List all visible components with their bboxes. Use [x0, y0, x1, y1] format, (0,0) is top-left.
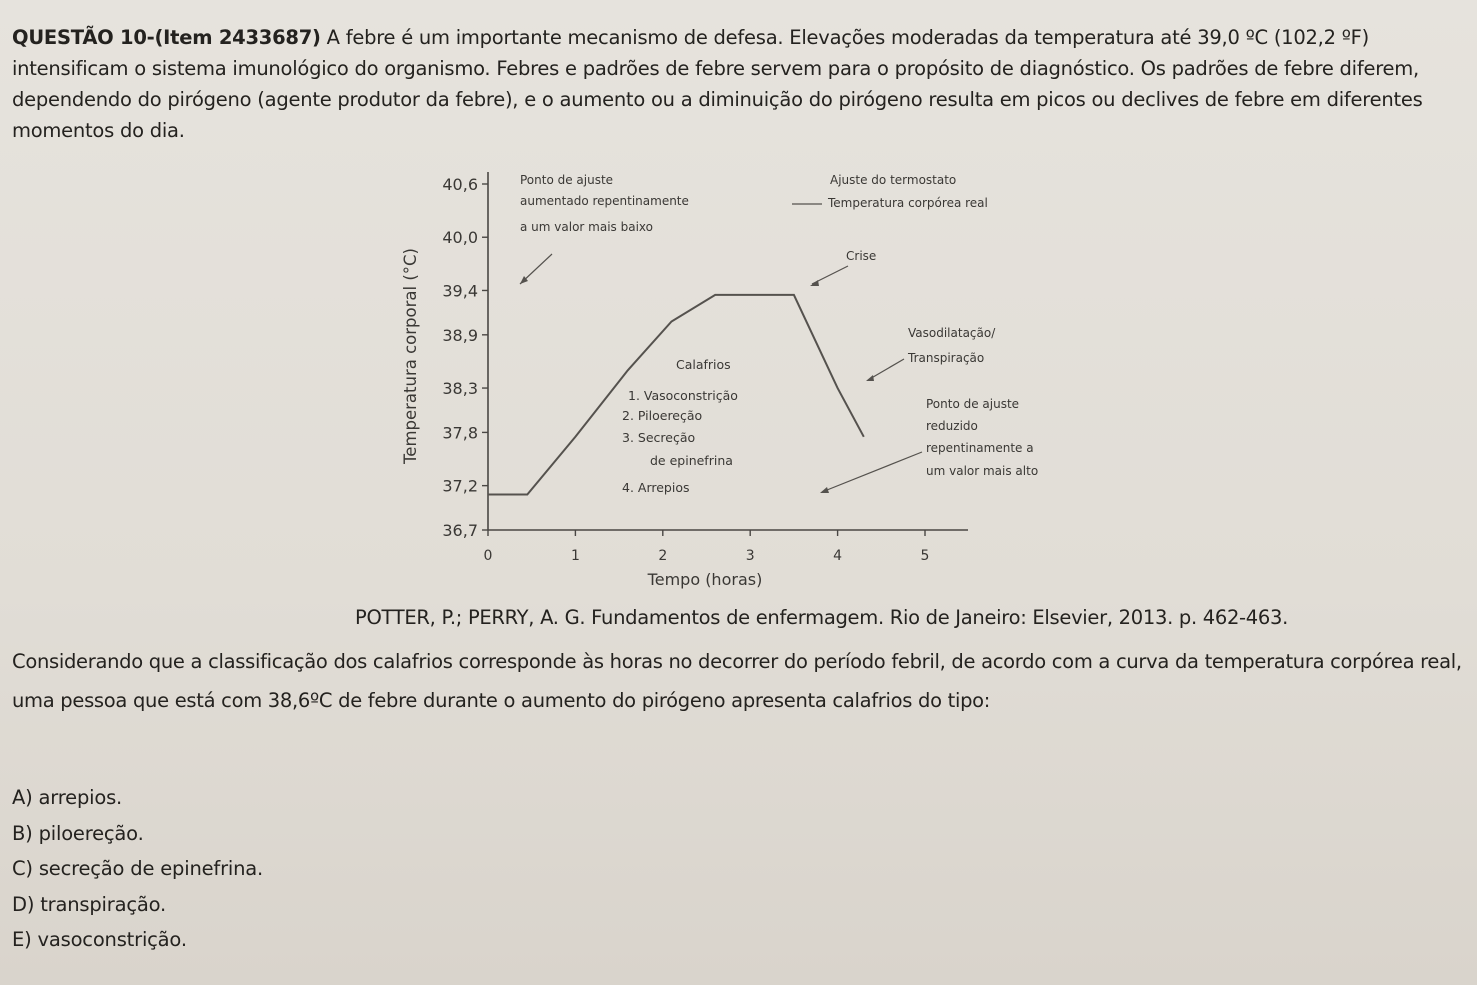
option-a[interactable]: A) arrepios. [12, 786, 123, 809]
y-tick-label: 37,8 [442, 423, 478, 443]
annotation-chills-item-1: 1. Vasoconstrição [628, 388, 738, 403]
question-text: A febre é um importante mecanismo de defesa. Elevações moderadas da temperatura até 39,0 ºC (102,2 ºF) intensificam o sistema imunológico do organismo. Febres e padrões de febre servem para o propósito de diagnóstico. Os padrões de febre diferem, dependendo do pirógeno (agente produtor da febre), e o aumento ou a diminuição do pirógeno resulta em picos ou declives de febre em diferentes momentos do dia. [12, 26, 1423, 142]
x-axis-label: Tempo (horas) [647, 570, 763, 589]
option-e[interactable]: E) vasoconstrição. [12, 928, 187, 951]
y-tick-label: 40,6 [442, 175, 478, 194]
arrow-vasodilation [868, 359, 904, 380]
arrowhead-crisis [810, 280, 819, 286]
annotation-set-point-down-2: reduzido [926, 419, 978, 433]
y-tick-label: 38,3 [442, 379, 478, 399]
annotation-thermostat-1: Ajuste do termostato [830, 173, 957, 187]
y-tick-label: 37,2 [442, 476, 478, 496]
annotation-thermostat-2: Temperatura corpórea real [828, 196, 988, 210]
option-b[interactable]: B) piloereção. [12, 821, 144, 845]
annotation-vasodilation-1: Vasodilatação/ [908, 326, 996, 340]
annotation-set-point-up-1: Ponto de ajuste [520, 173, 614, 187]
citation: POTTER, P.; PERRY, A. G. Fundamentos de enfermagem. Rio de Janeiro: Elsevier, 2013. p. 462-463. [355, 606, 1289, 629]
question-heading: QUESTÃO 10-(Item 2433687) [12, 26, 321, 49]
annotation-set-point-down-1: Ponto de ajuste [926, 397, 1020, 411]
y-tick-label: 39,4 [442, 281, 478, 301]
answer-options [12, 780, 263, 958]
x-ticks [484, 530, 930, 564]
option-c[interactable]: C) secreção de epinefrina. [12, 857, 264, 880]
y-axis-label: Temperatura corporal (°C) [401, 248, 420, 464]
annotation-set-point-down-4: um valor mais alto [926, 464, 1039, 478]
arrowhead-set-point-down [820, 487, 829, 493]
x-tick-label: 0 [483, 548, 493, 564]
option-d[interactable]: D) transpiração. [12, 892, 166, 916]
arrowhead-vasodilation [866, 375, 874, 381]
x-tick-label: 3 [745, 548, 755, 564]
x-tick-label: 5 [920, 548, 930, 564]
annotation-chills-item-3b: de epinefrina [650, 453, 733, 468]
annotation-crisis: Crise [846, 249, 877, 263]
x-tick-label: 1 [570, 548, 580, 564]
y-tick-label: 36,7 [442, 521, 478, 540]
annotation-set-point-up-2: aumentado repentinamente [520, 194, 689, 208]
y-tick-label: 40,0 [442, 228, 478, 248]
annotation-set-point-up-3: a um valor mais baixo [520, 220, 653, 234]
question-stem: Considerando que a classificação dos calafrios corresponde às horas no decorrer do período febril, de acordo com a curva da temperatura corpórea real, uma pessoa que está com 38,6ºC de febre durante o aumento do pirógeno apresenta calafrios do tipo: [12, 650, 1462, 712]
y-ticks [442, 175, 488, 540]
arrow-set-point-down [822, 452, 922, 492]
annotation-chills-item-3: 3. Secreção [622, 430, 696, 445]
annotation-vasodilation-2: Transpiração [908, 351, 985, 365]
x-tick-label: 2 [658, 548, 668, 564]
annotation-set-point-down-3: repentinamente a [926, 441, 1034, 455]
annotation-chills-item-4: 4. Arrepios [622, 480, 690, 495]
y-tick-label: 38,9 [442, 325, 478, 345]
x-tick-label: 4 [833, 548, 843, 564]
annotation-chills-item-2: 2. Piloereção [622, 408, 703, 423]
annotation-chills-title: Calafrios [676, 357, 731, 372]
